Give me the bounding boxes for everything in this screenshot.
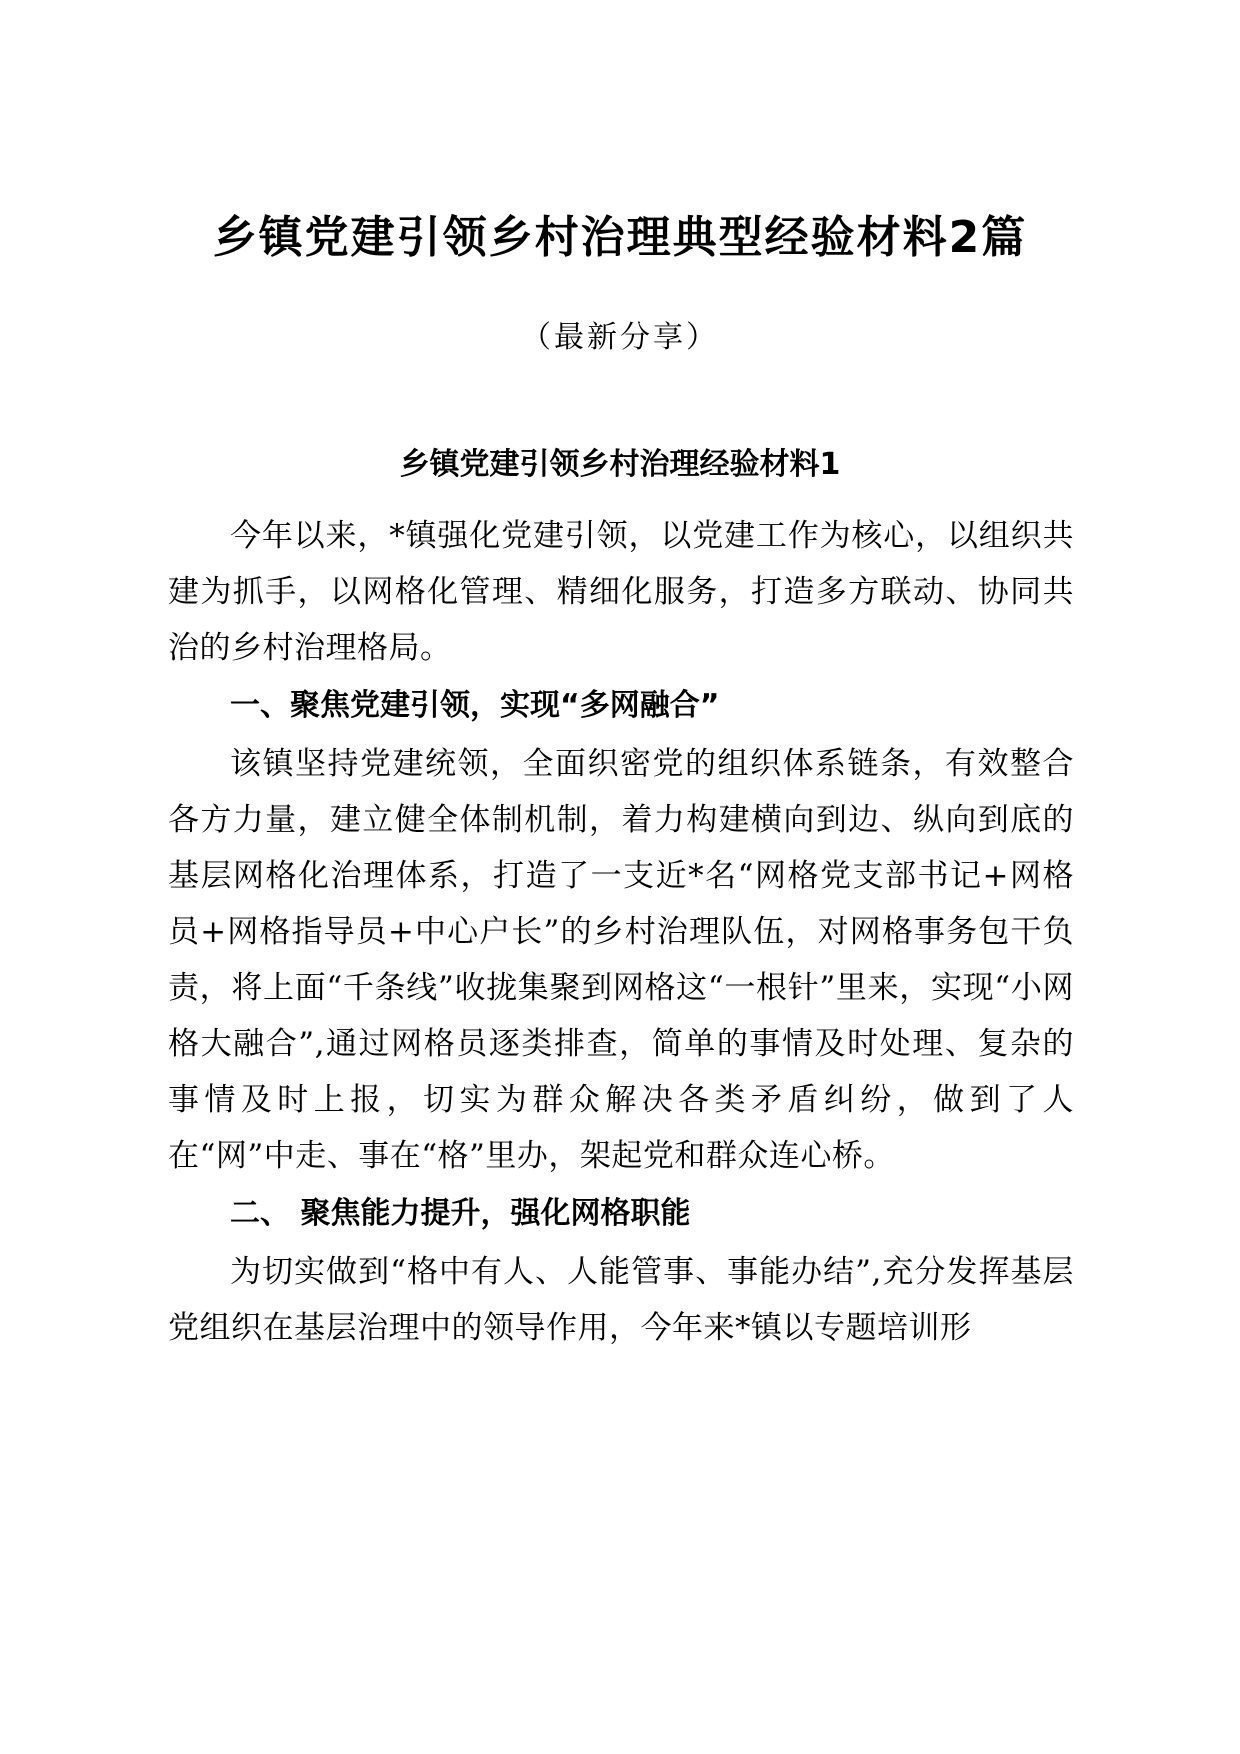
- intro-paragraph: 今年以来，*镇强化党建引领，以党建工作为核心，以组织共建为抓手，以网格化管理、精细化服务，打造多方联动、协同共治的乡村治理格局。: [168, 518, 1074, 666]
- body-paragraph-1: 该镇坚持党建统领，全面织密党的组织体系链条，有效整合各方力量，建立健全体制机制，着力构建横向到边、纵向到底的基层网格化治理体系，打造了一支近*名“网格党支部书记+网格员+网格指导员+中心户长”的乡村治理队伍，对网格事务包干负责，将上面“千条线”收拢集聚到网格这“一根针”里来，实现“小网格大融合”,通过网格员逐类排查，简单的事情及时处理、复杂的事情及时上报，切实为群众解决各类矛盾纠纷，做到了人在“网”中走、事在“格”里办，架起党和群众连心桥。: [168, 746, 1074, 1174]
- section-heading-2: 二、 聚焦能力提升，强化网格职能: [230, 1196, 691, 1231]
- body-paragraph-2: 为切实做到“格中有人、人能管事、事能办结”,充分发挥基层党组织在基层治理中的领导作用，今年来*镇以专题培训形: [168, 1254, 1074, 1346]
- document-subtitle: （最新分享）: [521, 320, 719, 355]
- document-title: 乡镇党建引领乡村治理典型经验材料2篇: [212, 212, 1028, 263]
- document-body: [168, 508, 1074, 1356]
- section-heading-1: 一、聚焦党建引领，实现“多网融合”: [230, 688, 720, 723]
- section-title: 乡镇党建引领乡村治理经验材料1: [399, 447, 841, 482]
